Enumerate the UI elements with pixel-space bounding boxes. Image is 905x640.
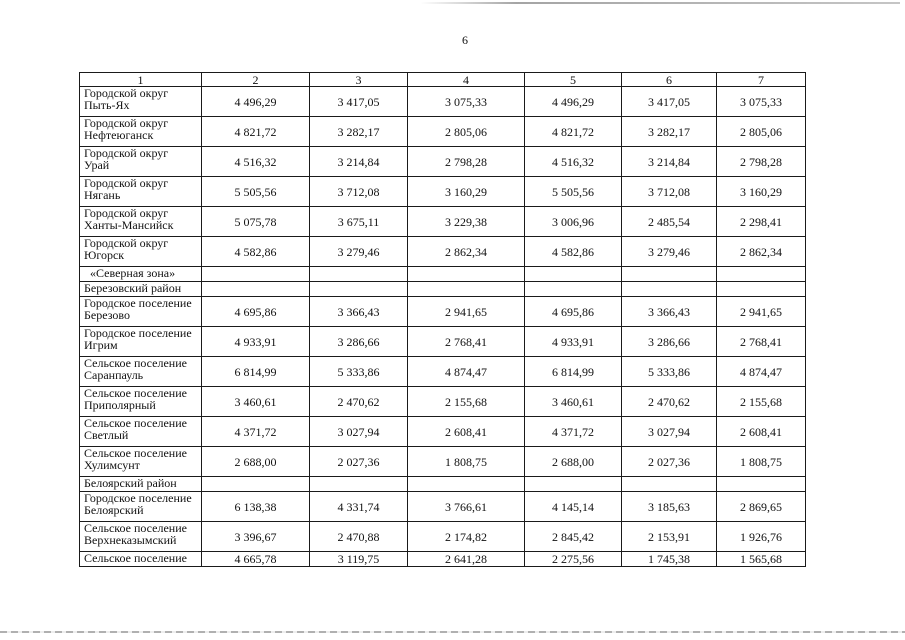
empty-cell — [525, 267, 622, 282]
empty-cell — [622, 282, 717, 297]
municipality-name-line: Пыть-Ях — [84, 98, 130, 112]
value-cell: 3 006,96 — [525, 207, 622, 237]
municipality-name-line: Сельское поселение — [84, 446, 187, 460]
value-cell: 4 516,32 — [202, 147, 310, 177]
value-cell: 3 027,94 — [310, 417, 408, 447]
municipality-name-line: Хулимсунт — [84, 458, 140, 472]
municipality-name-line: Городской округ — [84, 146, 169, 160]
table-row — [80, 207, 806, 237]
value-cell: 2 608,41 — [408, 417, 525, 447]
municipality-name-cell — [80, 117, 202, 147]
value-cell: 2 174,82 — [408, 522, 525, 552]
value-cell: 2 027,36 — [310, 447, 408, 477]
municipality-name-cell — [80, 297, 202, 327]
value-cell: 4 874,47 — [717, 357, 806, 387]
municipality-name-line: Сельское поселение — [84, 521, 187, 535]
value-cell: 4 582,86 — [202, 237, 310, 267]
value-cell: 3 214,84 — [622, 147, 717, 177]
value-cell: 3 279,46 — [622, 237, 717, 267]
table-row — [80, 147, 806, 177]
column-header: 4 — [408, 73, 525, 87]
value-cell: 4 665,78 — [202, 552, 310, 567]
municipality-name-cell — [80, 387, 202, 417]
municipality-name-cell — [80, 207, 202, 237]
value-cell: 4 371,72 — [202, 417, 310, 447]
value-cell: 3 282,17 — [622, 117, 717, 147]
value-cell: 3 027,94 — [622, 417, 717, 447]
municipality-name-line: Ханты-Мансийск — [84, 218, 174, 232]
municipality-name-cell — [80, 357, 202, 387]
empty-cell — [310, 477, 408, 492]
empty-cell — [525, 477, 622, 492]
municipality-name-line: Белоярский — [84, 503, 144, 517]
value-cell: 3 229,38 — [408, 207, 525, 237]
value-cell: 2 768,41 — [408, 327, 525, 357]
value-cell: 4 874,47 — [408, 357, 525, 387]
municipality-name-line: Сельское поселение — [84, 416, 187, 430]
municipality-name-line: Нягань — [84, 188, 121, 202]
value-cell: 4 371,72 — [525, 417, 622, 447]
value-cell: 4 331,74 — [310, 492, 408, 522]
value-cell: 2 688,00 — [525, 447, 622, 477]
value-cell: 4 933,91 — [202, 327, 310, 357]
municipality-name-cell — [80, 177, 202, 207]
table-row — [80, 522, 806, 552]
municipality-name-line: Сельское поселение — [84, 386, 187, 400]
value-cell: 3 366,43 — [310, 297, 408, 327]
municipality-name-line: Городское поселение — [84, 491, 192, 505]
municipality-name-line: Городской округ — [84, 116, 169, 130]
municipality-name-line: Городское поселение — [84, 296, 192, 310]
column-header: 6 — [622, 73, 717, 87]
empty-cell — [202, 267, 310, 282]
value-cell: 1 808,75 — [408, 447, 525, 477]
empty-cell — [408, 477, 525, 492]
municipality-name-cell — [80, 417, 202, 447]
value-cell: 4 821,72 — [525, 117, 622, 147]
value-cell: 6 138,38 — [202, 492, 310, 522]
municipality-name-line: Городской округ — [84, 206, 169, 220]
municipality-name-line: Березово — [84, 308, 130, 322]
value-cell: 3 282,17 — [310, 117, 408, 147]
value-cell: 4 516,32 — [525, 147, 622, 177]
value-cell: 6 814,99 — [202, 357, 310, 387]
value-cell: 2 941,65 — [717, 297, 806, 327]
value-cell: 2 862,34 — [408, 237, 525, 267]
value-cell: 2 155,68 — [717, 387, 806, 417]
value-cell: 4 821,72 — [202, 117, 310, 147]
value-cell: 3 460,61 — [202, 387, 310, 417]
column-header: 7 — [717, 73, 806, 87]
column-header: 1 — [80, 73, 202, 87]
value-cell: 3 185,63 — [622, 492, 717, 522]
column-header: 2 — [202, 73, 310, 87]
empty-cell — [202, 282, 310, 297]
value-cell: 3 214,84 — [310, 147, 408, 177]
value-cell: 3 460,61 — [525, 387, 622, 417]
table-row — [80, 387, 806, 417]
empty-cell — [622, 477, 717, 492]
value-cell: 2 869,65 — [717, 492, 806, 522]
empty-cell — [717, 477, 806, 492]
value-cell: 2 798,28 — [717, 147, 806, 177]
value-cell: 4 695,86 — [525, 297, 622, 327]
value-cell: 2 153,91 — [622, 522, 717, 552]
value-cell: 5 505,56 — [202, 177, 310, 207]
value-cell: 4 695,86 — [202, 297, 310, 327]
empty-cell — [622, 267, 717, 282]
value-cell: 2 155,68 — [408, 387, 525, 417]
municipality-name-line: Городское поселение — [84, 326, 192, 340]
value-cell: 4 582,86 — [525, 237, 622, 267]
municipality-name-line: Приполярный — [84, 398, 156, 412]
value-cell: 2 805,06 — [408, 117, 525, 147]
value-cell: 1 565,68 — [717, 552, 806, 567]
page-number: 6 — [462, 33, 468, 47]
municipality-name-line: Саранпауль — [84, 368, 144, 382]
value-cell: 3 286,66 — [622, 327, 717, 357]
value-cell: 2 027,36 — [622, 447, 717, 477]
municipality-name-cell — [80, 147, 202, 177]
value-cell: 2 641,28 — [408, 552, 525, 567]
value-cell: 2 275,56 — [525, 552, 622, 567]
scan-edge-top — [420, 2, 900, 4]
table-row — [80, 177, 806, 207]
municipality-name-line: Сельское поселение — [84, 551, 187, 565]
table-row — [80, 417, 806, 447]
table-row — [80, 297, 806, 327]
municipality-name-cell — [80, 492, 202, 522]
municipality-name-line: Городской округ — [84, 86, 169, 100]
table-row — [80, 357, 806, 387]
value-cell: 2 470,62 — [622, 387, 717, 417]
value-cell: 3 160,29 — [408, 177, 525, 207]
value-cell: 5 333,86 — [310, 357, 408, 387]
table-row — [80, 267, 806, 282]
table-row — [80, 87, 806, 117]
zone-heading-cell: «Северная зона» — [80, 267, 202, 282]
value-cell: 3 712,08 — [622, 177, 717, 207]
value-cell: 4 496,29 — [202, 87, 310, 117]
tariff-table — [79, 72, 806, 567]
table-row — [80, 282, 806, 297]
value-cell: 3 279,46 — [310, 237, 408, 267]
column-header: 5 — [525, 73, 622, 87]
empty-cell — [717, 282, 806, 297]
value-cell: 1 926,76 — [717, 522, 806, 552]
value-cell: 3 075,33 — [717, 87, 806, 117]
empty-cell — [202, 477, 310, 492]
municipality-name-cell — [80, 552, 202, 567]
value-cell: 2 941,65 — [408, 297, 525, 327]
value-cell: 3 160,29 — [717, 177, 806, 207]
empty-cell — [310, 267, 408, 282]
municipality-name-line: Нефтеюганск — [84, 128, 154, 142]
value-cell: 4 145,14 — [525, 492, 622, 522]
value-cell: 3 712,08 — [310, 177, 408, 207]
table-row — [80, 117, 806, 147]
municipality-name-line: Городской округ — [84, 176, 169, 190]
value-cell: 3 075,33 — [408, 87, 525, 117]
municipality-name-cell — [80, 87, 202, 117]
value-cell: 3 417,05 — [310, 87, 408, 117]
empty-cell — [717, 267, 806, 282]
scan-edge-bottom — [0, 631, 905, 633]
value-cell: 3 396,67 — [202, 522, 310, 552]
table-header-row — [80, 73, 806, 87]
municipality-name-line: Сельское поселение — [84, 356, 187, 370]
table-row — [80, 477, 806, 492]
table-row — [80, 237, 806, 267]
municipality-name-line: Югорск — [84, 248, 125, 262]
empty-cell — [525, 282, 622, 297]
value-cell: 5 075,78 — [202, 207, 310, 237]
municipality-name-line: Городской округ — [84, 236, 169, 250]
value-cell: 2 470,88 — [310, 522, 408, 552]
municipality-name-cell — [80, 327, 202, 357]
value-cell: 2 768,41 — [717, 327, 806, 357]
municipality-name-cell — [80, 522, 202, 552]
value-cell: 6 814,99 — [525, 357, 622, 387]
value-cell: 2 798,28 — [408, 147, 525, 177]
value-cell: 1 745,38 — [622, 552, 717, 567]
value-cell: 4 496,29 — [525, 87, 622, 117]
table-row — [80, 552, 806, 567]
empty-cell — [310, 282, 408, 297]
municipality-name-line: Светлый — [84, 428, 129, 442]
table-row — [80, 492, 806, 522]
value-cell: 2 805,06 — [717, 117, 806, 147]
municipality-name-cell — [80, 447, 202, 477]
table-row — [80, 447, 806, 477]
value-cell: 2 485,54 — [622, 207, 717, 237]
municipality-name-line: Верхнеказымский — [84, 533, 177, 547]
value-cell: 2 688,00 — [202, 447, 310, 477]
empty-cell — [408, 282, 525, 297]
value-cell: 3 675,11 — [310, 207, 408, 237]
value-cell: 2 470,62 — [310, 387, 408, 417]
empty-cell — [408, 267, 525, 282]
value-cell: 5 333,86 — [622, 357, 717, 387]
value-cell: 3 417,05 — [622, 87, 717, 117]
value-cell: 4 933,91 — [525, 327, 622, 357]
value-cell: 2 845,42 — [525, 522, 622, 552]
value-cell: 2 608,41 — [717, 417, 806, 447]
municipality-name-line: Урай — [84, 158, 110, 172]
table-row — [80, 327, 806, 357]
district-heading-cell: Белоярский район — [80, 477, 202, 492]
value-cell: 3 286,66 — [310, 327, 408, 357]
value-cell: 5 505,56 — [525, 177, 622, 207]
table-body — [80, 87, 806, 567]
municipality-name-cell — [80, 237, 202, 267]
district-heading-cell: Березовский район — [80, 282, 202, 297]
column-header: 3 — [310, 73, 408, 87]
municipality-name-line: Игрим — [84, 338, 118, 352]
value-cell: 3 766,61 — [408, 492, 525, 522]
value-cell: 1 808,75 — [717, 447, 806, 477]
value-cell: 2 298,41 — [717, 207, 806, 237]
value-cell: 3 366,43 — [622, 297, 717, 327]
value-cell: 2 862,34 — [717, 237, 806, 267]
value-cell: 3 119,75 — [310, 552, 408, 567]
